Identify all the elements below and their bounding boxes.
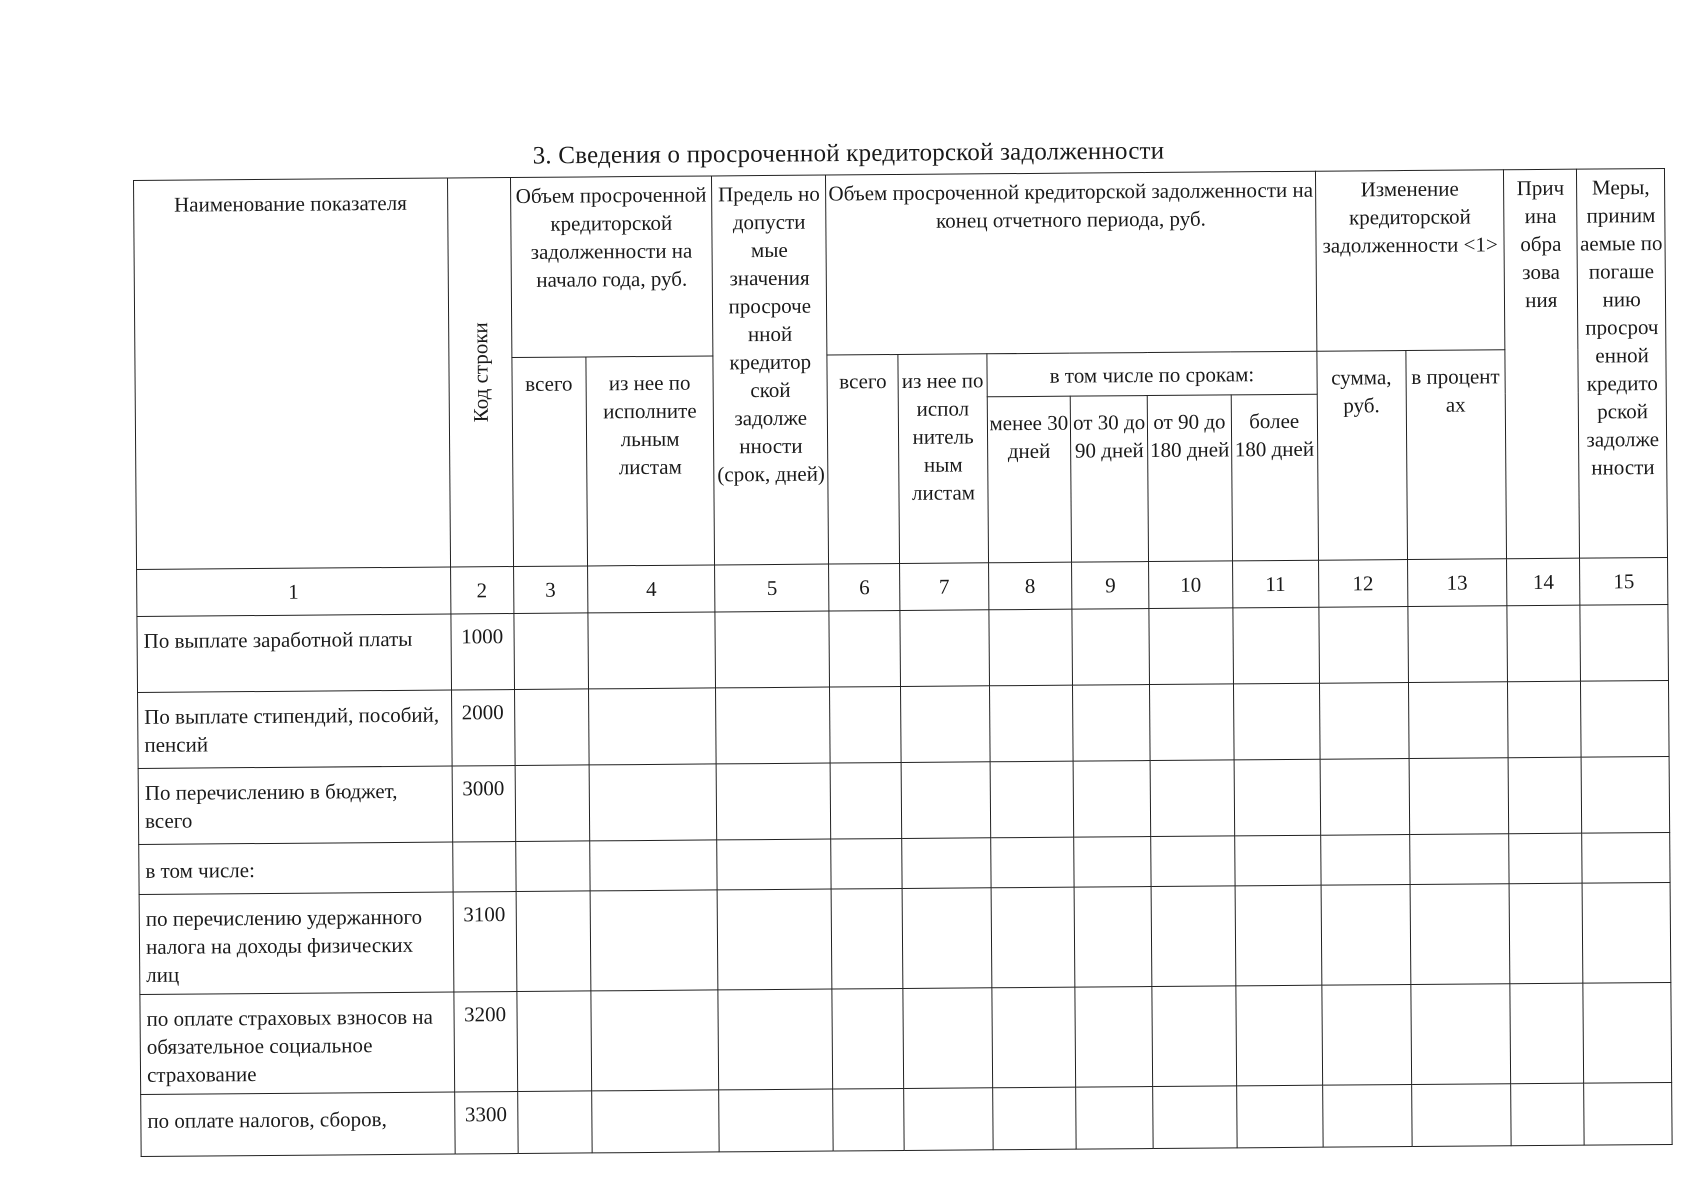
data-cell [1410, 984, 1510, 1085]
row-code: 1000 [450, 614, 514, 690]
data-cell [1234, 835, 1321, 886]
header-measures: Меры, приним аемые по погаше нию просроч енной кредито рской задолже нности [1577, 168, 1668, 558]
data-cell [1509, 833, 1582, 884]
header-name-text: Наименование показателя [173, 190, 407, 217]
data-cell [830, 686, 901, 763]
data-cell [1509, 883, 1583, 984]
data-cell [1581, 756, 1669, 833]
header-change-sum: сумма, руб. [1317, 351, 1407, 561]
header-code [447, 178, 513, 567]
column-number: 8 [988, 562, 1071, 610]
data-cell [902, 838, 991, 889]
data-cell [829, 610, 900, 687]
row-code: 3300 [454, 1092, 518, 1154]
data-cell [831, 838, 902, 889]
table-row [138, 680, 1670, 768]
data-cell [1074, 837, 1152, 888]
data-cell [901, 762, 990, 839]
data-cell [516, 891, 591, 992]
data-cell [1319, 683, 1408, 760]
row-name: по оплате страховых взносов на обязательное социальное страхование [140, 992, 454, 1094]
data-cell [1235, 985, 1322, 1086]
data-cell [517, 991, 592, 1092]
table-row [138, 756, 1670, 844]
row-name: по перечислению удержанного налога на доходы физических лиц [139, 892, 453, 994]
data-cell [1233, 683, 1320, 760]
data-cell [990, 761, 1074, 838]
header-change: Изменение кредиторской задолженности <1> [1315, 170, 1505, 351]
column-number: 5 [715, 564, 829, 612]
column-number: 9 [1071, 562, 1149, 610]
data-cell [833, 1088, 904, 1151]
row-name: по оплате налогов, сборов, [141, 1092, 455, 1156]
header-code-text: Код строки [467, 322, 493, 423]
data-cell [1410, 884, 1510, 985]
data-cell [592, 1090, 720, 1153]
column-number: 14 [1507, 558, 1580, 606]
data-cell [831, 888, 903, 989]
data-cell [1149, 608, 1233, 685]
data-cell [1580, 604, 1668, 681]
overdue-debt-table-wrap [133, 168, 1673, 1157]
data-cell [590, 890, 718, 991]
data-cell [900, 610, 989, 687]
data-cell [591, 990, 719, 1091]
data-cell [716, 687, 831, 764]
data-cell [517, 1091, 592, 1154]
header-row-1 [134, 168, 1666, 360]
data-cell [903, 988, 992, 1089]
data-cell [717, 839, 831, 890]
data-cell [1510, 983, 1584, 1084]
header-end-volume: Объем просроченной кредиторской задолженности на конец отчетного периода, руб. [826, 171, 1317, 355]
data-cell [1320, 758, 1409, 835]
header-start-total: всего [512, 357, 588, 567]
row-code: 3100 [453, 892, 517, 992]
header-change-pct: в процент ах [1405, 350, 1506, 560]
header-limit: Предель но допусти мые значения просроче нной кредитор ской задолже нности (срок, дней) [712, 175, 829, 565]
data-cell [716, 763, 831, 840]
data-cell [717, 889, 832, 990]
data-cell [1153, 1086, 1237, 1149]
row-name: в том числе: [139, 842, 453, 894]
overdue-debt-table [133, 168, 1673, 1157]
data-cell [832, 988, 904, 1089]
column-number: 2 [450, 567, 514, 614]
column-number: 13 [1407, 559, 1507, 607]
data-cell [1411, 1084, 1511, 1147]
column-number: 10 [1149, 561, 1232, 609]
data-cell [588, 688, 716, 765]
data-cell [904, 1088, 993, 1151]
data-cell [1581, 680, 1669, 757]
data-cell [1582, 832, 1670, 883]
data-cell [1152, 886, 1236, 987]
row-code: 2000 [451, 690, 515, 766]
data-cell [1150, 684, 1234, 761]
data-cell [514, 689, 589, 766]
header-by-terms: в том числе по срокам: [987, 351, 1317, 397]
table-row [137, 604, 1669, 692]
row-code: 3200 [453, 992, 517, 1092]
column-number: 6 [829, 563, 900, 611]
data-cell [1072, 685, 1150, 762]
row-name: По выплате заработной платы [137, 614, 451, 692]
data-cell [1073, 761, 1151, 838]
data-cell [1075, 987, 1153, 1088]
data-cell [1232, 607, 1319, 684]
table-row [139, 882, 1671, 994]
data-cell [1407, 606, 1507, 683]
data-cell [991, 837, 1074, 888]
column-number: 4 [587, 565, 715, 613]
header-start-volume: Объем просроченной кредиторской задолженности на начало года, руб. [510, 176, 713, 358]
row-name: По выплате стипендий, пособий, пенсий [138, 690, 452, 768]
header-start-writs: из нее по исполните льным листам [586, 356, 715, 566]
data-cell [991, 887, 1075, 988]
row-name: По перечислению в бюджет, всего [138, 766, 452, 844]
data-cell [1321, 884, 1410, 985]
data-cell [1236, 1085, 1323, 1148]
data-cell [1409, 758, 1509, 835]
data-cell [902, 888, 991, 989]
header-lt30: менее 30 дней [987, 396, 1071, 563]
data-cell [901, 686, 990, 763]
data-cell [992, 987, 1076, 1088]
data-cell [992, 1087, 1076, 1150]
data-cell [588, 612, 716, 689]
data-cell [1322, 984, 1411, 1085]
column-number: 3 [513, 566, 588, 614]
data-cell [989, 685, 1073, 762]
data-cell [989, 609, 1073, 686]
data-cell [1584, 1082, 1672, 1145]
data-cell [1072, 609, 1150, 686]
data-cell [1234, 759, 1321, 836]
data-cell [1408, 682, 1508, 759]
header-30-90: от 30 до 90 дней [1070, 396, 1149, 563]
data-cell [1076, 1087, 1154, 1150]
data-cell [1511, 1083, 1585, 1146]
data-cell [515, 841, 590, 892]
header-gt180: более 180 дней [1231, 394, 1319, 561]
header-name [134, 178, 451, 569]
table-row [141, 1082, 1672, 1156]
data-cell [830, 762, 901, 839]
data-cell [1508, 681, 1582, 758]
data-cell [515, 765, 590, 842]
data-cell [1152, 986, 1236, 1087]
data-cell [718, 989, 833, 1090]
column-number: 12 [1318, 560, 1407, 608]
column-number: 1 [137, 567, 451, 616]
data-cell [590, 840, 718, 891]
column-number: 11 [1232, 560, 1319, 608]
data-cell [514, 613, 589, 690]
header-end-total: всего [827, 354, 900, 564]
data-cell [1319, 607, 1408, 684]
data-cell [589, 764, 717, 841]
data-cell [1235, 885, 1322, 986]
data-cell [1074, 887, 1152, 988]
data-cell [1508, 757, 1582, 834]
row-code [452, 842, 516, 892]
data-cell [1151, 836, 1234, 887]
data-cell [1583, 982, 1671, 1083]
header-reason: Прич ина обра зова ния [1504, 169, 1580, 559]
data-cell [1507, 605, 1581, 682]
data-cell [1323, 1084, 1412, 1147]
section-title: 3. Сведения о просроченной кредиторской задолженности [532, 137, 1165, 170]
row-code: 3000 [452, 766, 516, 842]
data-cell [1409, 834, 1509, 885]
table-row [140, 982, 1672, 1094]
header-end-writs: из нее по испол нитель ным листам [898, 354, 988, 564]
header-90-180: от 90 до 180 дней [1148, 395, 1232, 562]
column-number: 7 [900, 563, 989, 611]
data-cell [1582, 882, 1670, 983]
data-cell [1151, 760, 1235, 837]
data-cell [1321, 834, 1410, 885]
column-number: 15 [1580, 557, 1668, 605]
data-cell [715, 611, 830, 688]
data-cell [719, 1089, 834, 1152]
